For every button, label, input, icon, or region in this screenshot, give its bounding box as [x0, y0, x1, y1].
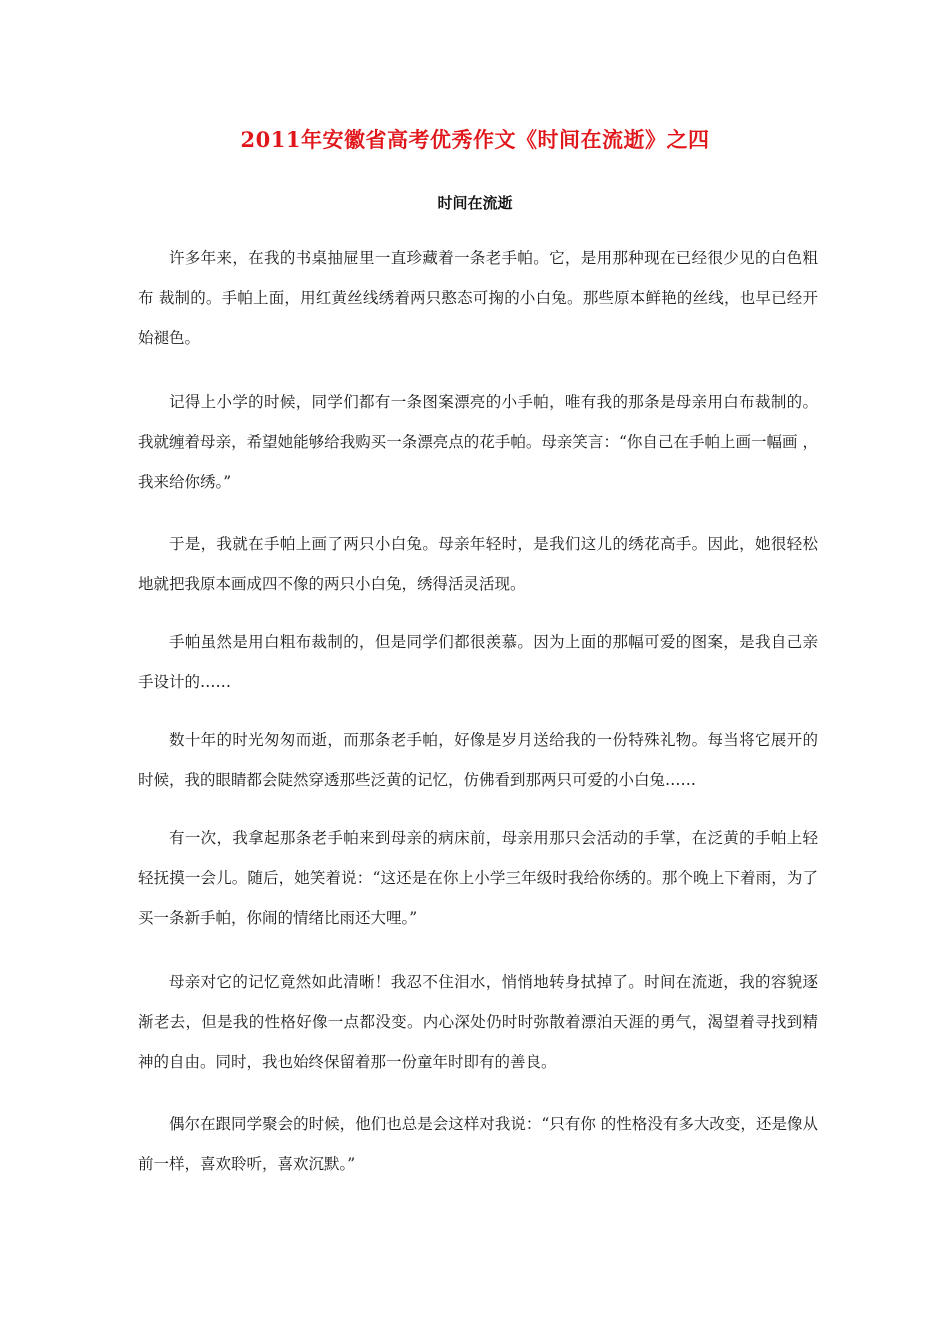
essay-title: 时间在流逝: [437, 194, 513, 212]
paragraph: 许多年来，在我的书桌抽屉里一直珍藏着一条老手帕。它，是用那种现在已经很少见的白色粗布 裁制的。手帕上面，用红黄丝线绣着两只憨态可掬的小白兔。那些原本鲜艳的丝线，也早已经开始褪色。: [138, 249, 818, 347]
paragraph: 数十年的时光匆匆而逝，而那条老手帕，好像是岁月送给我的一份特殊礼物。每当将它展开的时候，我的眼睛都会陡然穿透那些泛黄的记忆，仿佛看到那两只可爱的小白兔……: [138, 731, 818, 789]
paragraph: 手帕虽然是用白粗布裁制的，但是同学们都很羡慕。因为上面的那幅可爱的图案，是我自己亲手设计的……: [138, 633, 818, 691]
paragraph: 记得上小学的时候，同学们都有一条图案漂亮的小手帕，唯有我的那条是母亲用白布裁制的。我就缠着母亲，希望她能够给我购买一条漂亮点的花手帕。母亲笑言：“你自己在手帕上画一幅画 ，我来给你绣。”: [138, 393, 818, 491]
paragraph: 有一次，我拿起那条老手帕来到母亲的病床前，母亲用那只会活动的手掌，在泛黄的手帕上轻轻抚摸一会儿。随后，她笑着说：“这还是在你上小学三年级时我给你绣的。那个晚上下着雨，为了买一条新手帕，你闹的情绪比雨还大哩。”: [138, 829, 818, 927]
paragraph: 偶尔在跟同学聚会的时候，他们也总是会这样对我说：“只有你 的性格没有多大改变，还是像从前一样，喜欢聆听，喜欢沉默。”: [138, 1115, 818, 1173]
page-title: 2011年安徽省高考优秀作文《时间在流逝》之四: [240, 127, 710, 152]
paragraph: 于是，我就在手帕上画了两只小白兔。母亲年轻时，是我们这儿的绣花高手。因此，她很轻松地就把我原本画成四不像的两只小白兔，绣得活灵活现。: [138, 535, 818, 593]
paragraph: 母亲对它的记忆竟然如此清晰！我忍不住泪水，悄悄地转身拭掉了。时间在流逝，我的容貌逐渐老去，但是我的性格好像一点都没变。内心深处仍时时弥散着漂泊天涯的勇气，渴望着寻找到精神的自由。同时，我也始终保留着那一份童年时即有的善良。: [138, 973, 818, 1071]
